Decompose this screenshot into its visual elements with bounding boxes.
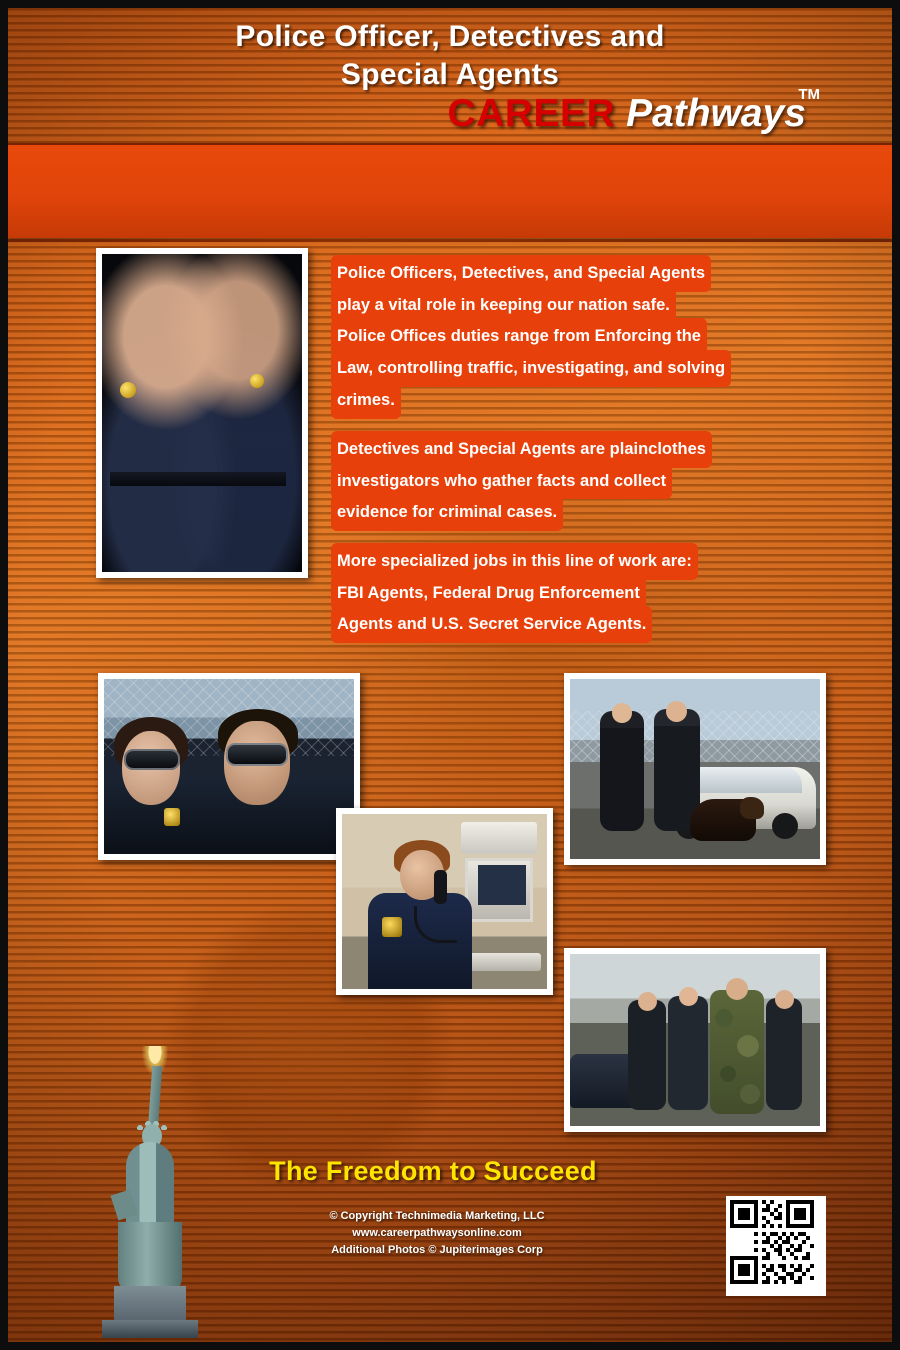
photo-two-officers-studio [96,248,308,578]
head-shape [612,703,632,723]
head-shape [726,978,748,1000]
badge-icon [250,374,264,388]
telephone-handset-shape [434,870,447,904]
sunglasses-icon [228,745,286,764]
monitor-screen-shape [478,865,526,905]
photo-content [570,679,820,859]
callout-detectives [336,436,828,531]
callout-line: Police Offices duties range from Enforcing the [336,323,702,350]
badge-icon [164,808,180,826]
photo-content [342,814,547,989]
callout-line: Law, controlling traffic, investigating, and solving [336,355,726,382]
callout-line: Agents and U.S. Secret Service Agents. [336,611,647,638]
head-shape [666,701,687,722]
face-shape [122,731,180,805]
page-title-line2: Special Agents [340,57,560,91]
callout-specialized [336,548,756,643]
head-shape [638,992,657,1011]
photo-content [104,679,354,854]
callout-line: play a vital role in keeping our nation safe. [336,292,671,319]
trademark-symbol: TM [798,86,820,103]
agent-shape [668,996,708,1110]
callout-line: FBI Agents, Federal Drug Enforcement [336,580,641,607]
printer-shape [461,822,537,854]
photo-officer-at-desk-phone [336,808,553,995]
title-band-top-rule [8,143,892,145]
head-shape [679,987,698,1006]
badge-icon [120,382,136,398]
camouflage-soldier-shape [710,990,764,1114]
callout-line: crimes. [336,387,396,414]
callout-intro [336,260,848,419]
callout-detectives-text [336,436,828,531]
page-title-line1: Police Officer, Detectives and [235,20,665,53]
brand-career-word: CAREER [447,92,616,135]
qr-code-image [730,1200,814,1284]
photo-officers-in-patrol-car [98,673,360,860]
page-title [8,18,892,94]
callout-line: evidence for criminal cases. [336,499,558,526]
k9-dog-head-shape [740,797,764,819]
qr-code[interactable] [726,1196,826,1296]
title-band [8,143,892,238]
photo-content [570,954,820,1126]
agent-shape [766,998,802,1110]
head-shape [775,990,794,1009]
photo-k9-unit-with-cruiser [564,673,826,865]
tagline-text: The Freedom to Succeed [269,1156,597,1186]
callout-line: Detectives and Special Agents are plainclothes [336,436,707,463]
photo-content [102,254,302,572]
photo-credit-line: Additional Photos © Jupiterimages Corp [331,1244,543,1257]
shoulder-patch-icon [382,917,402,937]
agent-shape [628,1000,666,1110]
callout-specialized-text [336,548,756,643]
tagline [8,1156,892,1187]
pedestal-base-shape [102,1320,198,1338]
title-band-bottom-rule [8,239,892,242]
callout-line: investigators who gather facts and collect [336,468,667,495]
brand-pathways-word: Pathways [626,92,806,135]
officer-shape [600,711,644,831]
copyright-line: © Copyright Technimedia Marketing, LLC [329,1210,545,1222]
website-line: www.careerpathwaysonline.com [352,1227,522,1240]
poster-canvas [8,8,892,1342]
callout-intro-text [336,260,848,419]
car-window-shape [692,767,802,793]
photo-agents-briefing-outdoors [564,948,826,1132]
brand-logo [448,94,806,133]
wheel-shape [772,813,798,839]
callout-line: Police Officers, Detectives, and Special Agents [336,260,706,287]
footer-credits-block [329,1208,544,1259]
sunglasses-icon [126,751,178,768]
callout-line: More specialized jobs in this line of work are: [336,548,693,575]
duty-belt-shape [110,472,286,486]
